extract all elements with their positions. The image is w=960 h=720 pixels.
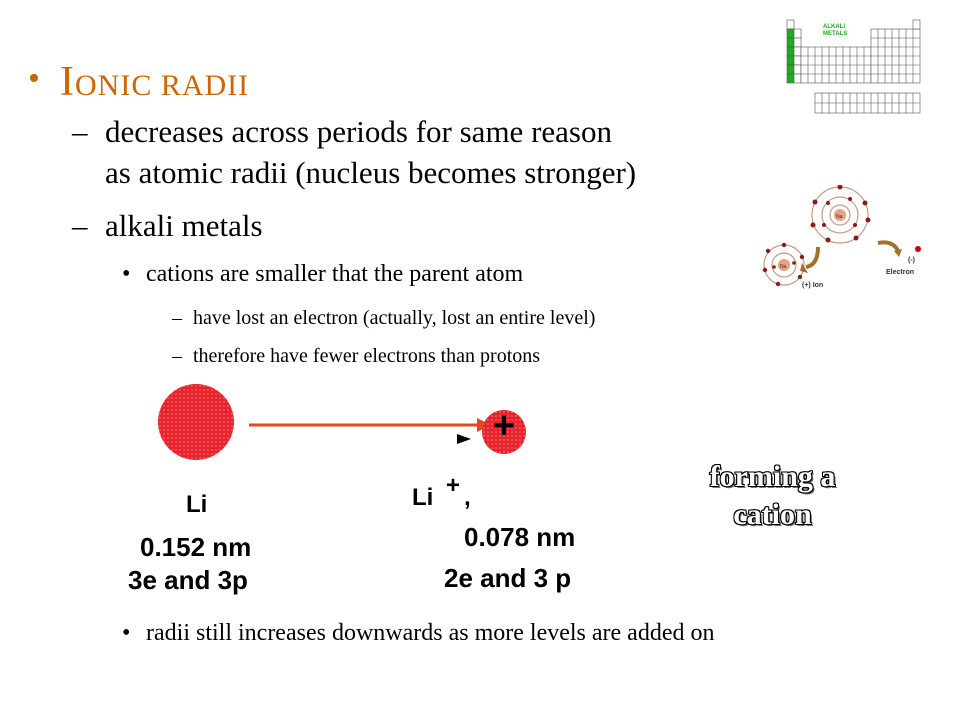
ion-plus-symbol: + <box>492 405 516 447</box>
atom-radius: 0.152 nm <box>140 532 252 562</box>
bullet-text-5: therefore have fewer electrons than protons <box>193 345 541 367</box>
ion-label: (+) Ion <box>802 282 824 289</box>
nucleus-label-ion: Na <box>780 264 787 270</box>
atom-ion-illustration <box>758 185 933 300</box>
title-bullet: • <box>28 60 40 97</box>
nucleus-label-atom: Na <box>836 214 843 220</box>
atom-particles: 3e and 3p <box>128 565 248 595</box>
caption-line-1: forming a <box>709 460 836 493</box>
bullet-marker-2: – <box>72 208 88 243</box>
bullet-marker-3: • <box>122 261 131 287</box>
bullet-marker-4: – <box>172 307 182 329</box>
periodic-table-image <box>785 18 930 118</box>
bullet-text-4: have lost an electron (actually, lost an entire level) <box>193 307 596 329</box>
slide-title <box>60 58 249 106</box>
bullet-text-3: cations are smaller that the parent atom <box>146 261 524 287</box>
atom-symbol: Li <box>186 491 208 518</box>
reaction-arrow <box>245 418 495 448</box>
ptable-label-2: METALS <box>823 31 848 37</box>
ion-symbol: Li <box>412 484 434 511</box>
lithium-atom-circle <box>158 384 234 460</box>
bullet-text-2: alkali metals <box>105 208 263 243</box>
electron-sign: (-) <box>908 257 915 264</box>
ion-comma: , <box>464 484 471 511</box>
caption-line-2: cation <box>733 498 812 531</box>
bullet-text-1b: as atomic radii (nucleus becomes stronger) <box>105 155 637 190</box>
ion-radius: 0.078 nm <box>464 522 576 552</box>
bullet-text-6: radii still increases downwards as more levels are added on <box>146 620 715 646</box>
title-first-letter: I <box>60 59 75 105</box>
bullet-marker-1: – <box>72 114 88 149</box>
ion-charge: + <box>446 472 461 499</box>
bullet-marker-5: – <box>172 345 182 367</box>
bullet-marker-6: • <box>122 620 131 646</box>
ptable-label-1: ALKALI <box>823 24 845 30</box>
electron-label: Electron <box>886 269 915 276</box>
ion-particles: 2e and 3 p <box>444 563 572 593</box>
forming-cation-caption <box>680 458 865 534</box>
title-rest: ONIC RADII <box>75 69 250 102</box>
bullet-text-1a: decreases across periods for same reason <box>105 114 612 149</box>
